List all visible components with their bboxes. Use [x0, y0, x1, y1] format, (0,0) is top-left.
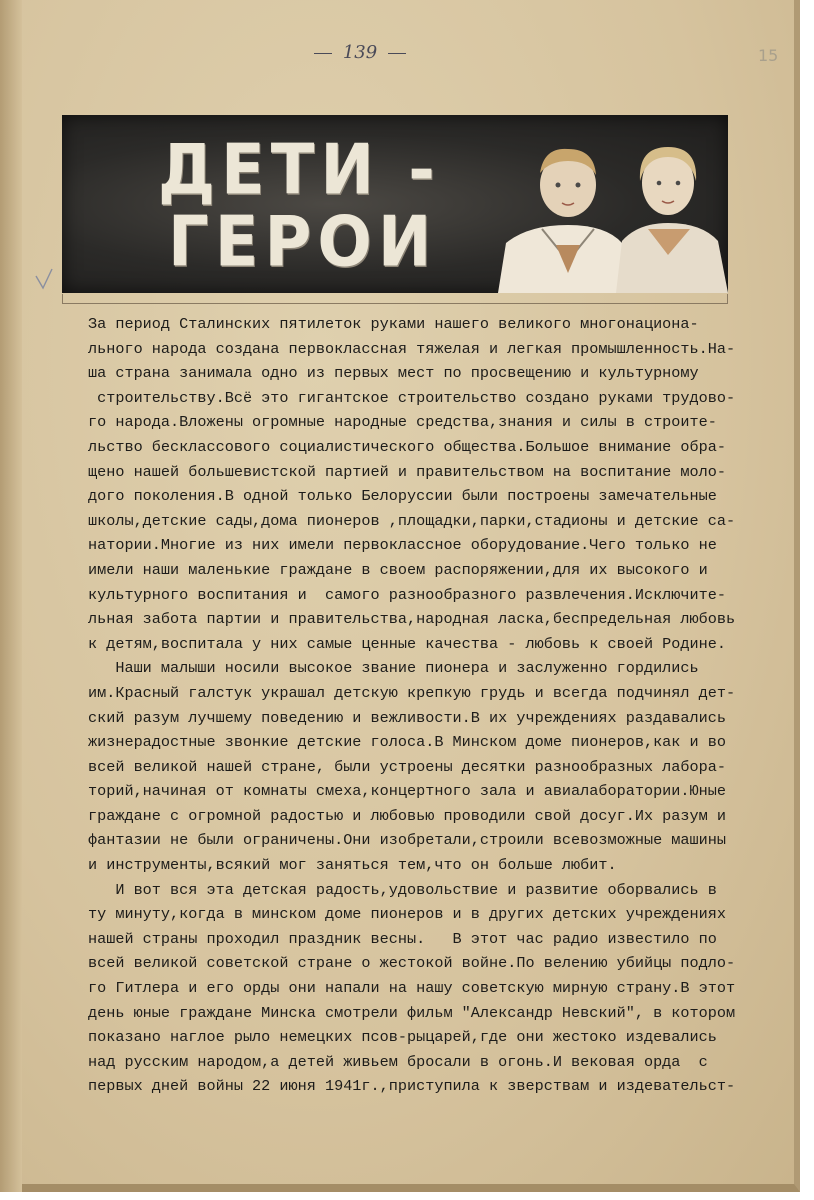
- body-text-line: строительству.Всё это гигантское строительство создано руками трудово-: [88, 388, 736, 407]
- body-text-line: За период Сталинских пятилеток руками нашего великого многонациона-: [88, 315, 699, 333]
- body-text-line: первых дней войны 22 июня 1941г.,приступила к зверствам и издевательст-: [88, 1077, 736, 1096]
- body-text-line: день юные граждане Минска смотрели фильм "Александр Невский", в котором: [88, 1003, 736, 1022]
- body-text-line: торий,начиная от комнаты смеха,концертного зала и авиалаборатории.Юные: [88, 782, 726, 801]
- body-text-line: и инструменты,всякий мог заняться тем,что он больше любит.: [88, 856, 617, 875]
- body-text-line: Наши малыши носили высокое звание пионера и заслуженно гордились: [88, 659, 699, 678]
- body-text-line: к детям,воспитала у них самые ценные качества - любовь к своей Родине.: [88, 634, 726, 653]
- pencil-folio-number: 15: [758, 46, 779, 65]
- body-text-line: нашей страны проходил праздник весны. В этот час радио известило по: [88, 929, 717, 948]
- banner-title-line1: ДЕТИ -: [158, 131, 441, 211]
- body-text-line: всей великой нашей стране, были устроены десятки разнообразных лабора-: [88, 757, 726, 776]
- body-text-line: го народа.Вложены огромные народные средства,знания и силы в строите-: [88, 413, 717, 432]
- body-text-line: над русским народом,а детей живьем бросали в огонь.И вековая орда с: [88, 1052, 708, 1071]
- body-text-line: го Гитлера и его орды они напали на нашу советскую мирную страну.В этот: [88, 979, 736, 998]
- pencil-checkmark-icon: [34, 268, 54, 290]
- body-text-line: культурного воспитания и самого разнообразного развлечения.Исключите-: [88, 585, 726, 604]
- body-text-line: льство бесклассового социалистического общества.Большое внимание обра-: [88, 437, 726, 456]
- body-text-line: школы,детские сады,дома пионеров ,площадки,парки,стадионы и детские са-: [88, 511, 736, 530]
- banner-title-line2: ГЕРОИ: [168, 203, 438, 283]
- body-text-line: льного народа создана первоклассная тяжелая и легкая промышленность.На-: [88, 339, 736, 358]
- body-text-line: дого поколения.В одной только Белоруссии были построены замечательные: [88, 487, 717, 506]
- title-banner: [62, 115, 728, 293]
- body-text-line: ский разум лучшему поведению и вежливости.В их учреждениях раздавались: [88, 708, 726, 727]
- banner-frame-border: [62, 294, 728, 304]
- body-text-line: всей великой советской стране о жестокой войне.По велению убийцы подло-: [88, 954, 736, 973]
- page-binding-edge: [0, 0, 22, 1192]
- body-text-line: щено нашей большевистской партией и правительством на воспитание моло-: [88, 462, 726, 481]
- body-text-line: имели наши маленькие граждане в своем распоряжении,для их высокого и: [88, 560, 708, 579]
- body-text-line: жизнерадостные звонкие детские голоса.В Минском доме пионеров,как и во: [88, 733, 726, 752]
- body-text-line: льная забота партии и правительства,народная ласка,беспредельная любовь: [88, 610, 736, 629]
- body-text-line: натории.Многие из них имели первоклассное оборудование.Чего только не: [88, 536, 717, 555]
- page-number: 139: [318, 42, 402, 63]
- body-text-line: ту минуту,когда в минском доме пионеров и в других детских учреждениях: [88, 905, 726, 924]
- typewritten-body: [88, 312, 738, 1099]
- body-text-line: показано наглое рыло немецких псов-рыцарей,где они жестоко издевались: [88, 1028, 717, 1047]
- body-text-line: ша страна занимала одно из первых мест по просвещению и культурному: [88, 364, 699, 383]
- body-text-line: И вот вся эта детская радость,удовольствие и развитие оборвались в: [88, 880, 717, 899]
- body-text-line: фантазии не были ограничены.Они изобретали,строили всевозможные машины: [88, 831, 726, 850]
- body-text-line: граждане с огромной радостью и любовью проводили свой досуг.Их разум и: [88, 806, 726, 825]
- body-text-line: им.Красный галстук украшал детскую крепкую грудь и всегда подчинял дет-: [88, 683, 736, 702]
- pioneer-children-illustration: [498, 133, 728, 293]
